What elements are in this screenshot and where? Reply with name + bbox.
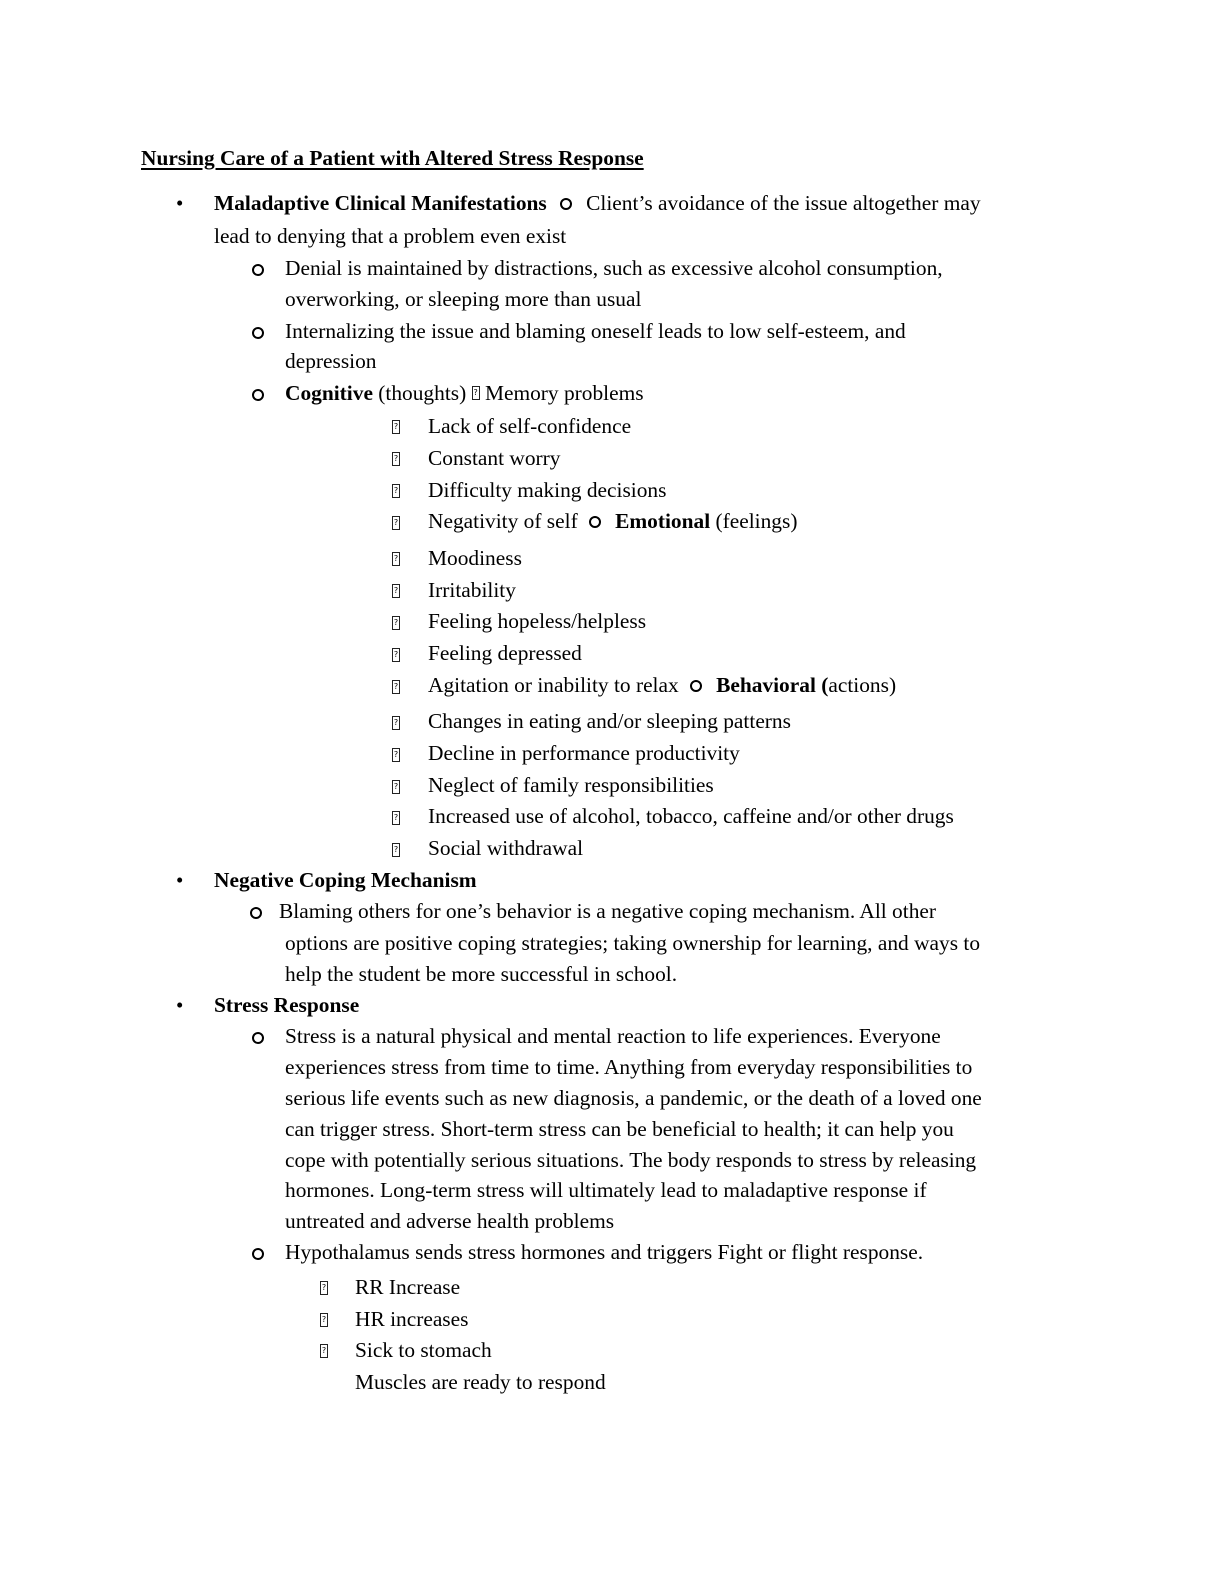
missing-glyph-box-icon: ? bbox=[392, 584, 400, 598]
hollow-circle-icon bbox=[252, 264, 264, 276]
stress-para-line: can trigger stress. Short-term stress can be beneficial to health; it can help you bbox=[285, 1117, 954, 1141]
hollow-circle-icon bbox=[690, 680, 702, 692]
negative-coping-line: options are positive coping strategies; taking ownership for learning, and ways to bbox=[285, 931, 981, 955]
negative-coping-line: help the student be more successful in school. bbox=[285, 962, 678, 986]
stress-effect: HR increases bbox=[355, 1307, 469, 1331]
stress-para-line: Stress is a natural physical and mental reaction to life experiences. Everyone bbox=[285, 1024, 941, 1048]
cognitive-last: Negativity of self bbox=[428, 509, 578, 533]
stress-para-line: cope with potentially serious situations. The body responds to stress by releasing bbox=[285, 1148, 977, 1172]
emotional-item: Irritability bbox=[428, 578, 516, 602]
stress-para-line: untreated and adverse health problems bbox=[285, 1209, 615, 1233]
maladaptive-heading: Maladaptive Clinical Manifestations bbox=[214, 191, 547, 215]
missing-glyph-box-icon: ? bbox=[392, 780, 400, 794]
hollow-circle-icon bbox=[589, 516, 601, 528]
denial-line-1: Denial is maintained by distractions, such as excessive alcohol consumption, bbox=[285, 256, 943, 280]
missing-glyph-box-icon: ? bbox=[392, 484, 400, 498]
behavioral-label: Behavioral ( bbox=[716, 673, 829, 697]
negative-coping-heading: Negative Coping Mechanism bbox=[214, 868, 477, 892]
cognitive-item: Lack of self-confidence bbox=[428, 414, 632, 438]
emotional-last-line bbox=[428, 670, 896, 700]
bullet-dot-icon: • bbox=[176, 993, 184, 1017]
stress-para-line: hormones. Long-term stress will ultimately lead to maladaptive response if bbox=[285, 1178, 927, 1202]
emotional-item: Moodiness bbox=[428, 546, 522, 570]
stress-effect-tail: Muscles are ready to respond bbox=[355, 1370, 606, 1394]
bullet-dot-icon: • bbox=[176, 191, 184, 215]
bullet-dot-icon: • bbox=[176, 868, 184, 892]
cognitive-item: Difficulty making decisions bbox=[428, 478, 667, 502]
stress-effect: RR Increase bbox=[355, 1275, 461, 1299]
emotional-label: Emotional bbox=[615, 509, 711, 533]
internal-line-1: Internalizing the issue and blaming oneself leads to low self-esteem, and bbox=[285, 319, 906, 343]
missing-glyph-box-icon: ? bbox=[392, 516, 400, 530]
missing-glyph-box-icon: ? bbox=[320, 1344, 328, 1358]
emotional-last: Agitation or inability to relax bbox=[428, 673, 679, 697]
missing-glyph-box-icon: ? bbox=[320, 1313, 328, 1327]
behavioral-paren: actions) bbox=[828, 673, 897, 697]
behavioral-item: Social withdrawal bbox=[428, 836, 584, 860]
negative-coping-line: Blaming others for one’s behavior is a negative coping mechanism. All other bbox=[279, 899, 937, 923]
behavioral-item: Neglect of family responsibilities bbox=[428, 773, 714, 797]
emotional-item: Feeling hopeless/helpless bbox=[428, 609, 647, 633]
hollow-circle-icon bbox=[560, 198, 572, 210]
internal-line-2: depression bbox=[285, 349, 377, 373]
cognitive-line bbox=[285, 378, 644, 408]
page-title: Nursing Care of a Patient with Altered Stress Response bbox=[141, 146, 644, 170]
cognitive-label: Cognitive bbox=[285, 381, 373, 405]
cognitive-item: Constant worry bbox=[428, 446, 561, 470]
missing-glyph-box-icon: ? bbox=[392, 716, 400, 730]
maladaptive-heading-tail: Client’s avoidance of the issue altogether may bbox=[586, 191, 981, 215]
behavioral-item: Decline in performance productivity bbox=[428, 741, 740, 765]
missing-glyph-box-icon: ? bbox=[472, 386, 480, 400]
missing-glyph-box-icon: ? bbox=[392, 748, 400, 762]
missing-glyph-box-icon: ? bbox=[392, 552, 400, 566]
cognitive-first: Memory problems bbox=[484, 381, 644, 405]
behavioral-item: Increased use of alcohol, tobacco, caffeine and/or other drugs bbox=[428, 804, 954, 828]
hollow-circle-icon bbox=[252, 1248, 264, 1260]
missing-glyph-box-icon: ? bbox=[392, 420, 400, 434]
emotional-paren: (feelings) bbox=[710, 509, 798, 533]
missing-glyph-box-icon: ? bbox=[320, 1281, 328, 1295]
maladaptive-heading-line bbox=[214, 188, 981, 218]
hypothalamus-line: Hypothalamus sends stress hormones and triggers Fight or flight response. bbox=[285, 1240, 924, 1264]
maladaptive-heading-tail-2: lead to denying that a problem even exist bbox=[214, 224, 567, 248]
hollow-circle-icon bbox=[252, 1032, 264, 1044]
missing-glyph-box-icon: ? bbox=[392, 680, 400, 694]
hollow-circle-icon bbox=[252, 389, 264, 401]
stress-para-line: serious life events such as new diagnosis, a pandemic, or the death of a loved one bbox=[285, 1086, 982, 1110]
emotional-item: Feeling depressed bbox=[428, 641, 582, 665]
behavioral-item: Changes in eating and/or sleeping patterns bbox=[428, 709, 791, 733]
missing-glyph-box-icon: ? bbox=[392, 452, 400, 466]
hollow-circle-icon bbox=[250, 907, 262, 919]
missing-glyph-box-icon: ? bbox=[392, 616, 400, 630]
stress-effect: Sick to stomach bbox=[355, 1338, 492, 1362]
cognitive-last-line bbox=[428, 506, 797, 536]
stress-response-heading: Stress Response bbox=[214, 993, 360, 1017]
denial-line-2: overworking, or sleeping more than usual bbox=[285, 287, 642, 311]
cognitive-paren: (thoughts) bbox=[372, 381, 472, 405]
stress-para-line: experiences stress from time to time. Anything from everyday responsibilities to bbox=[285, 1055, 973, 1079]
missing-glyph-box-icon: ? bbox=[392, 811, 400, 825]
missing-glyph-box-icon: ? bbox=[392, 648, 400, 662]
hollow-circle-icon bbox=[252, 327, 264, 339]
missing-glyph-box-icon: ? bbox=[392, 843, 400, 857]
